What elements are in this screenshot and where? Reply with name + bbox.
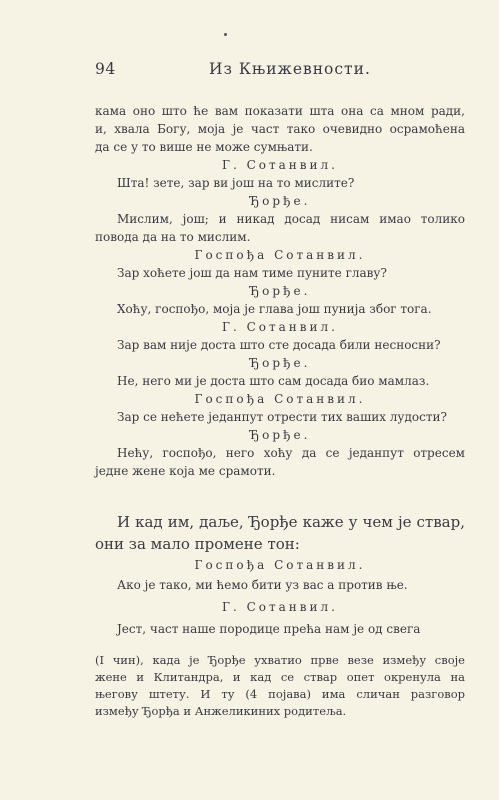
speaker-name: Г. Сотанвил.: [222, 320, 338, 334]
footnote: [95, 652, 465, 720]
dialogue-line: једне жене која ме срамоти.: [95, 464, 276, 478]
footnote-line: (I чин), када је Ђорђе ухватио прве везе између своје: [95, 653, 465, 667]
footnote-line: између Ђорђа и Анжеликиних родитеља.: [95, 704, 347, 718]
running-header: [95, 60, 463, 84]
speaker-name: Г. Сотанвил.: [222, 158, 338, 172]
dialogue-line: Зар се нећете једанпут отрести тих ваших лудости?: [117, 410, 447, 424]
narration-line: И кад им, даље, Ђорђе каже у чем је ствар,: [117, 513, 465, 531]
dialogue-line: Јест, част наше породице прећа нам је од свега: [117, 622, 421, 636]
speaker-name: Г. Сотанвил.: [222, 600, 338, 614]
dialogue-line: повода да на то мислим.: [95, 230, 251, 244]
speaker-name: Ђорђе.: [249, 428, 311, 442]
dialogue-line: Нећу, госпођо, него хоћу да се једанпут отресем: [117, 446, 465, 460]
dialogue-line: Мислим, још; и никад досад нисам имао толико: [117, 212, 465, 226]
speaker-name: Ђорђе.: [249, 284, 311, 298]
main-text: [95, 102, 465, 480]
ink-dot: [224, 33, 227, 36]
dialogue-line: Не, него ми је доста што сам досада био мамлаз.: [117, 374, 430, 388]
dialogue-line: Зар вам није доста што сте досада били несносни?: [117, 338, 441, 352]
speaker-name: Ђорђе.: [249, 356, 311, 370]
text-line: да се у то више не може сумњати.: [95, 140, 313, 154]
speaker-name: Ђорђе.: [249, 194, 311, 208]
dialogue-line: Ако је тако, ми ћемо бити уз вас а против ње.: [117, 578, 408, 592]
narration-line: они за мало промене тон:: [95, 535, 300, 553]
speaker-name: Госпођа Сотанвил.: [194, 558, 366, 572]
narration: [95, 511, 465, 555]
speaker-name: Госпођа Сотанвил.: [194, 392, 366, 406]
dialogue-continued: [95, 556, 465, 638]
speaker-name: Госпођа Сотанвил.: [194, 248, 366, 262]
text-line: и, хвала Богу, моја је част тако очевидно осрамоћена: [95, 122, 465, 136]
footnote-line: његову штету. И ту (4 појава) има сличан разговор: [95, 687, 465, 701]
running-title: Из Књижевности.: [209, 60, 371, 78]
dialogue-line: Зар хоћете још да нам тиме пуните главу?: [117, 266, 387, 280]
text-line: кама оно што ће вам показати шта она са мном ради,: [95, 104, 465, 118]
footnote-line: жене и Клитандра, и кад се ствар опет окренула на: [95, 670, 465, 684]
dialogue-line: Шта! зете, зар ви још на то мислите?: [117, 176, 355, 190]
dialogue-line: Хоћу, госпођо, моја је глава још пунија због тога.: [117, 302, 432, 316]
page-number: 94: [95, 60, 116, 78]
